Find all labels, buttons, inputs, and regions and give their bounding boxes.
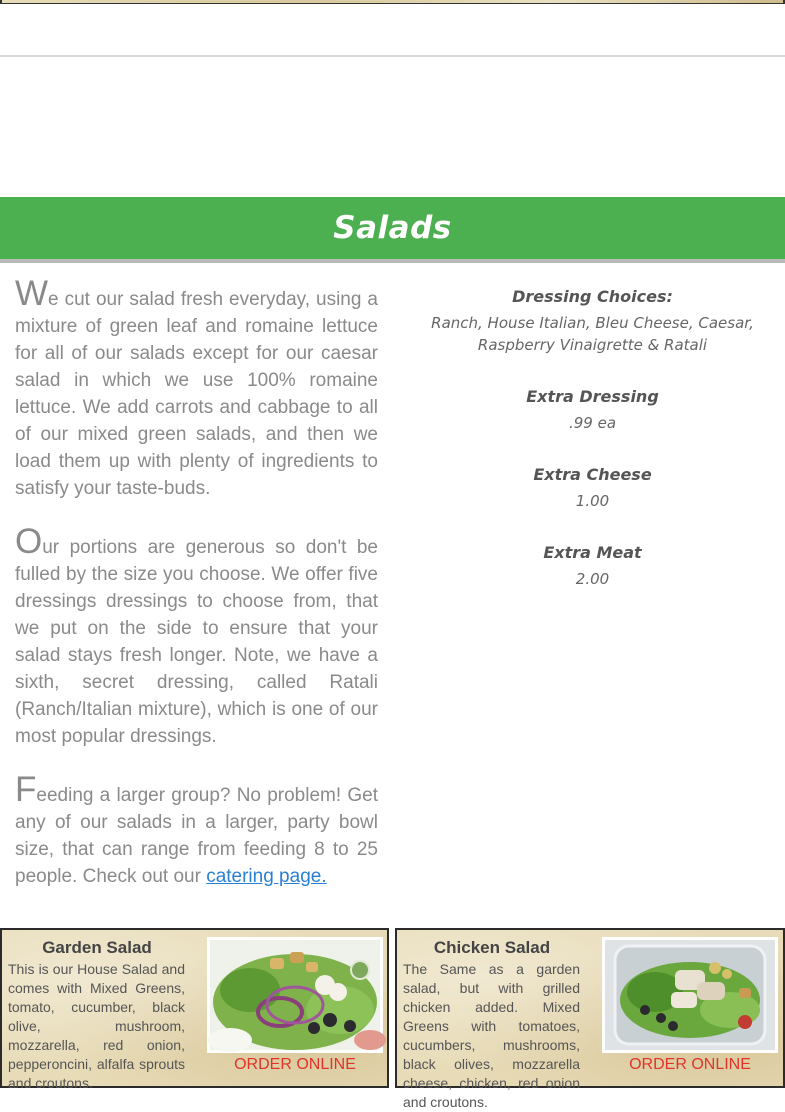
paragraph-text: eeding a larger group? No problem! Get any of our salads in a larger, party bowl size, that can range from feeding 8 to 25 people. Check out our (15, 785, 378, 887)
intro-paragraph-1 (15, 274, 378, 502)
order-online-button[interactable]: ORDER ONLINE (629, 1056, 751, 1073)
extra-value: Ranch, House Italian, Bleu Cheese, Caesar, Raspberry Vinaigrette & Ratali (431, 314, 754, 354)
section-banner (0, 197, 785, 263)
extra-cheese (400, 464, 785, 512)
extra-title: Extra Meat (543, 543, 642, 562)
card-description: This is our House Salad and comes with Mixed Greens, tomato, cucumber, black olive, mushroom, mozzarella, red onion, pepperoncini, alfalfa sprouts and croutons. (8, 961, 185, 1091)
dropcap: W (15, 274, 49, 313)
card-title: Garden Salad (42, 938, 152, 957)
salad-image (210, 940, 380, 1050)
catering-page-link[interactable]: catering page. (206, 866, 327, 887)
dropcap: O (15, 522, 43, 561)
menu-card-chicken-salad (395, 928, 785, 1110)
extra-meat (400, 542, 785, 590)
intro-paragraph-3 (15, 770, 378, 890)
extra-value: 2.00 (575, 570, 610, 588)
extra-value: 1.00 (575, 492, 610, 510)
order-online-button[interactable]: ORDER ONLINE (234, 1056, 356, 1073)
chicken-salad-photo (602, 937, 778, 1053)
intro-paragraph-2 (15, 522, 378, 750)
divider (0, 55, 785, 57)
dressing-choices (400, 286, 785, 356)
garden-salad-photo (207, 937, 383, 1053)
dropcap: F (15, 770, 37, 809)
extra-title: Extra Dressing (526, 387, 659, 406)
top-image-strip (0, 0, 785, 4)
paragraph-text: ur portions are generous so don't be fulled by the size you choose. We offer five dressings dressings to choose from, that we put on the side to ensure that your salad stays fresh longer. Note, we have a sixth, secret dressing, called Ratali (Ranch/Italian mixture), which is one of our most popular dressings. (15, 537, 378, 747)
extra-dressing (400, 386, 785, 434)
salad-extras (400, 286, 785, 620)
card-description: The Same as a garden salad, but with grilled chicken added. Mixed Greens with tomatoes, cucumbers, mushrooms, black olives, mozzarella cheese, chicken, red onion and croutons. (403, 961, 580, 1110)
card-title: Chicken Salad (433, 938, 551, 957)
salad-image (605, 940, 775, 1050)
extra-title: Extra Cheese (533, 465, 652, 484)
menu-card-garden-salad (0, 928, 389, 1091)
extra-value: .99 ea (568, 414, 617, 432)
paragraph-text: e cut our salad fresh everyday, using a mixture of green leaf and romaine lettuce for all of our salads except for our caesar salad in which we use 100% romaine lettuce. We add carrots and cabbage to all of our mixed green salads, and then we load them up with plenty of ingredients to satisfy your taste-buds. (15, 289, 378, 499)
section-title: Salads (333, 210, 452, 246)
extra-title: Dressing Choices: (512, 287, 673, 306)
intro-text (15, 274, 378, 916)
